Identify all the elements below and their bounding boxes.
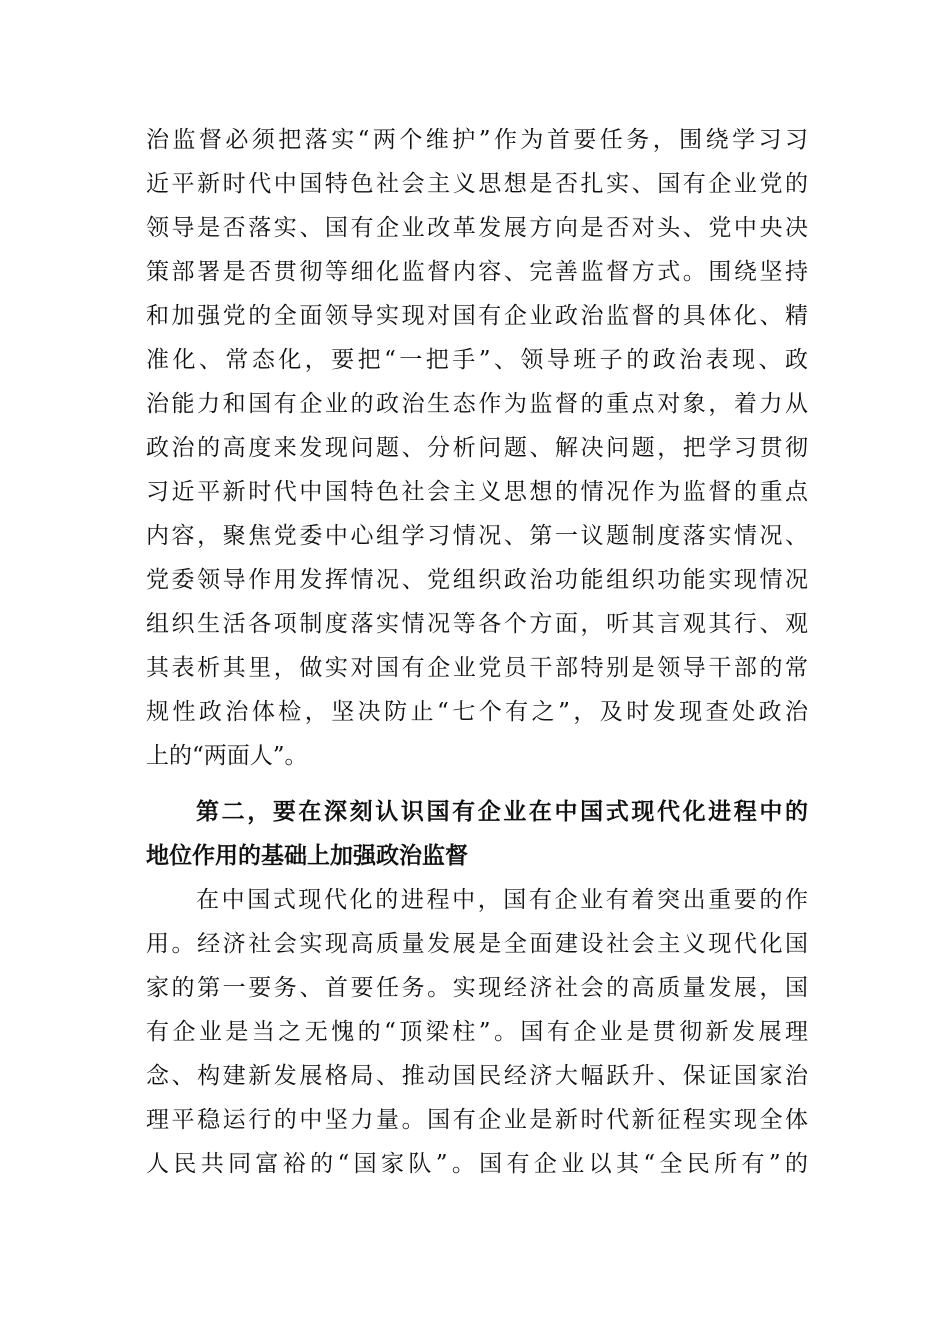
heading-line: 第二，要在深刻认识国有企业在中国式现代化进程中的	[196, 799, 808, 825]
paragraph-line: 人民共同富裕的“国家队”。国有企业以其“全民所有”的	[146, 1151, 808, 1177]
paragraph-line: 用。经济社会实现高质量发展是全面建设社会主义现代化国	[146, 931, 808, 957]
paragraph-line: 准化、常态化，要把“一把手”、领导班子的政治表现、政	[146, 347, 808, 373]
paragraph-line: 规性政治体检，坚决防止“七个有之”，及时发现查处政治	[146, 699, 808, 725]
paragraph-line: 治监督必须把落实“两个维护”作为首要任务，围绕学习习	[146, 127, 808, 153]
paragraph-line: 念、构建新发展格局、推动国民经济大幅跃升、保证国家治	[146, 1063, 808, 1089]
paragraph-line: 上的“两面人”。	[146, 743, 308, 769]
paragraph-line: 在中国式现代化的进程中，国有企业有着突出重要的作	[196, 887, 808, 913]
paragraph-line: 治能力和国有企业的政治生态作为监督的重点对象，着力从	[146, 391, 808, 417]
paragraph-line: 策部署是否贯彻等细化监督内容、完善监督方式。围绕坚持	[146, 259, 808, 285]
paragraph-line: 政治的高度来发现问题、分析问题、解决问题，把学习贯彻	[146, 435, 808, 461]
paragraph-line: 和加强党的全面领导实现对国有企业政治监督的具体化、精	[146, 303, 808, 329]
paragraph-line: 党委领导作用发挥情况、党组织政治功能组织功能实现情况	[146, 567, 808, 593]
paragraph-line: 内容，聚焦党委中心组学习情况、第一议题制度落实情况、	[146, 523, 808, 549]
paragraph-line: 组织生活各项制度落实情况等各个方面，听其言观其行、观	[146, 611, 808, 637]
heading-line: 地位作用的基础上加强政治监督	[146, 843, 468, 869]
paragraph-line: 其表析其里，做实对国有企业党员干部特别是领导干部的常	[146, 655, 808, 681]
paragraph-line: 家的第一要务、首要任务。实现经济社会的高质量发展，国	[146, 975, 808, 1001]
paragraph-line: 理平稳运行的中坚力量。国有企业是新时代新征程实现全体	[146, 1107, 808, 1133]
paragraph-line: 领导是否落实、国有企业改革发展方向是否对头、党中央决	[146, 215, 808, 241]
paragraph-line: 近平新时代中国特色社会主义思想是否扎实、国有企业党的	[146, 171, 808, 197]
paragraph-line: 习近平新时代中国特色社会主义思想的情况作为监督的重点	[146, 479, 808, 505]
paragraph-line: 有企业是当之无愧的“顶梁柱”。国有企业是贯彻新发展理	[146, 1019, 808, 1045]
